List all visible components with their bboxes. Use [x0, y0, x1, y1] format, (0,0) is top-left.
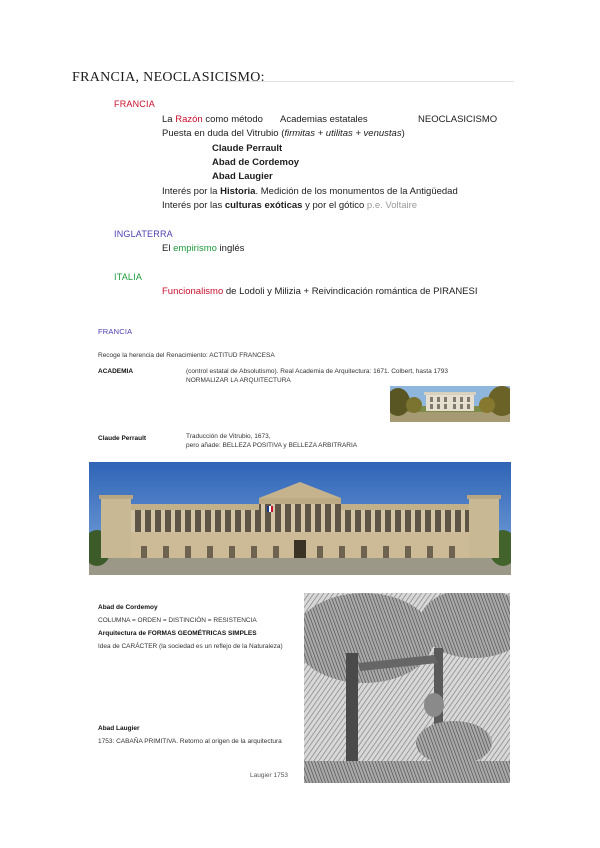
section-label-francia: FRANCIA [114, 99, 155, 109]
section-label-inglaterra: INGLATERRA [114, 229, 173, 239]
laugier-label: Abad Laugier [98, 725, 140, 732]
academia-normalizar: NORMALIZAR LA ARQUITECTURA [186, 377, 291, 384]
text-fragment: . Medición de los monumentos de la Antigüedad [255, 186, 458, 197]
outline-line-exoticas [162, 200, 417, 211]
outline-name-perrault: Claude Perrault [212, 143, 283, 154]
louvre-colonnade-photo [89, 462, 511, 575]
laugier-engraving-image [304, 593, 510, 783]
text-fragment: de Lodoli y Milizia + Reivindicación romántica de PIRANESI [223, 286, 478, 297]
section-label-italia: ITALIA [114, 272, 143, 282]
cordemoy-label: Abad de Cordemoy [98, 604, 158, 611]
cordemoy-columna: COLUMNA = ORDEN = DISTINCIÓN = RESISTENCIA [98, 617, 257, 624]
outline-line-historia [162, 186, 458, 197]
cordemoy-caracter: Idea de CARÁCTER (la sociedad es un reflejo de la Naturaleza) [98, 643, 283, 650]
outline-line-empirismo [162, 243, 244, 254]
laugier-caption: Laugier 1753 [250, 772, 288, 779]
cordemoy-formas: Arquitectura de FORMAS GEOMÉTRICAS SIMPLES [98, 630, 257, 637]
perrault-text: Traducción de Vitrubio, 1673, [186, 433, 271, 440]
academia-text: (control estatal de Absolutismo). Real Academia de Arquitectura: 1671. Colbert, hasta 1793 [186, 368, 448, 375]
text-fragment: y por el gótico [302, 200, 367, 211]
outline-name-laugier: Abad Laugier [212, 171, 273, 182]
text-fragment: ) [401, 128, 405, 139]
keyword-empirismo: empirismo [173, 243, 217, 254]
keyword-razon: Razón [175, 114, 203, 125]
example-voltaire: p.e. Voltaire [366, 200, 418, 211]
petit-trianon-photo [390, 386, 510, 422]
detail-intro: Recoge la herencia del Renacimiento: ACTITUD FRANCESA [98, 352, 275, 359]
text-fragment: Interés por las [162, 200, 225, 211]
keyword-funcionalismo: Funcionalismo [162, 286, 224, 297]
text-fragment: como método [202, 114, 263, 125]
text-fragment: Puesta en duda del Vitrubio ( [162, 128, 285, 139]
title-divider [224, 81, 514, 82]
perrault-label: Claude Perrault [98, 435, 147, 442]
text-fragment: inglés [216, 243, 245, 254]
keyword-culturas-exoticas: culturas exóticas [224, 200, 303, 211]
text-fragment: Interés por la [162, 186, 221, 197]
vitrubio-triad: firmitas + utilitas + venustas [284, 128, 402, 139]
page-title: FRANCIA, NEOCLASICISMO: [72, 70, 265, 85]
outline-neoclasicismo: NEOCLASICISMO [418, 114, 498, 125]
outline-name-cordemoy: Abad de Cordemoy [212, 157, 300, 168]
academia-label: ACADEMIA [98, 368, 134, 375]
outline-line-vitrubio [162, 128, 405, 139]
keyword-historia: Historia [220, 186, 256, 197]
laugier-cabana: 1753: CABAÑA PRIMITIVA. Retorno al origen de la arquitectura [98, 738, 282, 745]
text-fragment: El [162, 243, 174, 254]
outline-academias: Academias estatales [280, 114, 368, 125]
perrault-belleza: pero añade: BELLEZA POSITIVA y BELLEZA ARBITRARIA [186, 442, 358, 449]
outline-line-razon [162, 114, 263, 125]
text-fragment: La [162, 114, 176, 125]
detail-label-francia: FRANCIA [98, 327, 133, 336]
outline-line-funcionalismo [162, 286, 478, 297]
